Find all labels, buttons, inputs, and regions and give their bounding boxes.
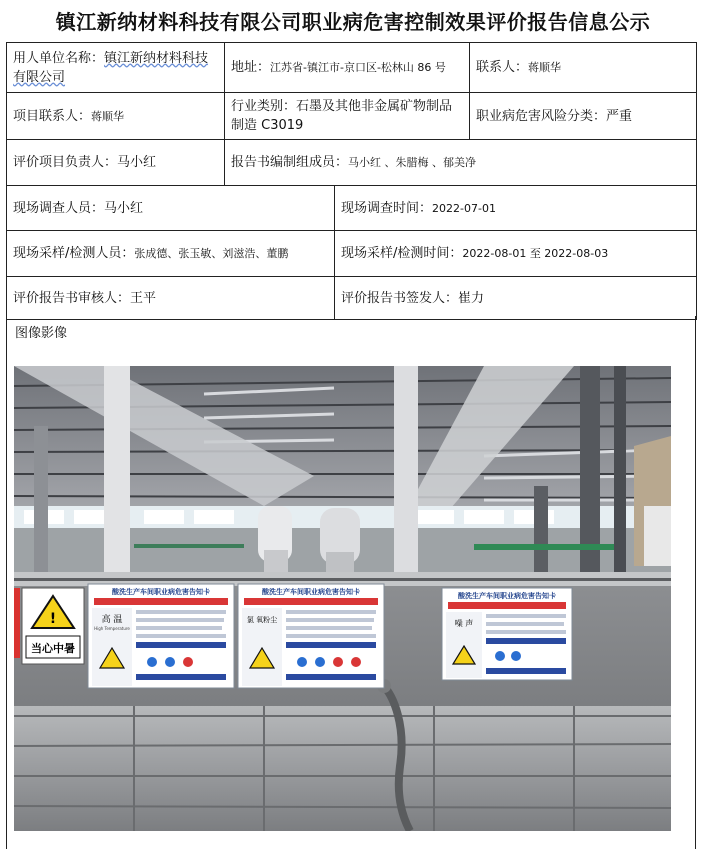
table-row — [7, 43, 697, 93]
address-cell: 地址：江苏省-镇江市-京口区-松林山 86 号 — [225, 43, 470, 93]
address-value: 江苏省-镇江市-京口区-松林山 86 号 — [270, 61, 446, 74]
project-contact-cell: 项目联系人：蒋顺华 — [7, 93, 225, 140]
employer-cell: 用人单位名称：镇江新纳材料科技有限公司 — [7, 43, 225, 93]
survey-time-cell: 现场调查时间：2022-07-01 — [335, 186, 697, 231]
svg-text:噪 声: 噪 声 — [454, 619, 474, 628]
contact-cell: 联系人：蒋顺华 — [470, 43, 697, 93]
warning-sign-text: 当心中暑 — [31, 642, 75, 655]
svg-text:!: ! — [49, 611, 57, 627]
info-table — [6, 42, 697, 320]
sampling-time-cell: 现场采样/检测时间：2022-08-01 至 2022-08-03 — [335, 231, 697, 277]
svg-text:酸洗生产车间职业病危害告知卡: 酸洗生产车间职业病危害告知卡 — [262, 588, 360, 596]
hazard-card-2 — [238, 584, 384, 688]
svg-text:酸洗生产车间职业病危害告知卡: 酸洗生产车间职业病危害告知卡 — [458, 592, 556, 600]
table-row — [7, 231, 697, 277]
svg-text:酸洗生产车间职业病危害告知卡: 酸洗生产车间职业病危害告知卡 — [112, 588, 210, 596]
employer-value: 镇江新纳材料科技有限公司 — [13, 50, 209, 85]
image-section-label: 图像影像 — [15, 326, 68, 341]
factory-photo — [14, 366, 671, 831]
image-section — [6, 316, 696, 849]
svg-text:High Temperature: High Temperature — [94, 626, 130, 631]
svg-text:高 温: 高 温 — [101, 615, 123, 625]
page-title: 镇江新纳材料科技有限公司职业病危害控制效果评价报告信息公示 — [55, 10, 651, 34]
contact-value: 蒋顺华 — [528, 61, 562, 74]
survey-staff-cell: 现场调查人员：马小红 — [7, 186, 335, 231]
hazard-card-1 — [88, 584, 234, 688]
reviewer-cell: 评价报告书审核人：王平 — [7, 277, 335, 320]
issuer-cell: 评价报告书签发人：崔力 — [335, 277, 697, 320]
industry-cell: 行业类别：石墨及其他非金属矿物制品制造 C3019 — [225, 93, 470, 140]
svg-text:氯 氧粉尘: 氯 氧粉尘 — [246, 616, 278, 624]
risk-cell: 职业病危害风险分类：严重 — [470, 93, 697, 140]
table-row — [7, 93, 697, 140]
lead-cell: 评价项目负责人：马小红 — [7, 140, 225, 186]
table-row — [7, 186, 697, 231]
sampling-staff-cell: 现场采样/检测人员：张成德、张玉敏、刘滋浩、董鹏 — [7, 231, 335, 277]
table-row — [7, 277, 697, 320]
hazard-card-3 — [442, 588, 572, 680]
authors-cell: 报告书编制组成员：马小红 、朱腊梅 、郁美净 — [225, 140, 697, 186]
table-row — [7, 140, 697, 186]
